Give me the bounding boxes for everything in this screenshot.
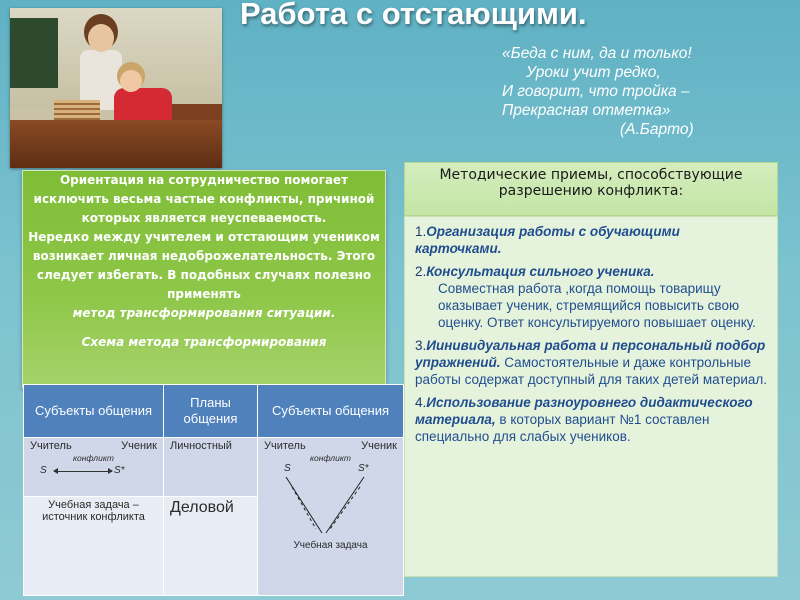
student-label: Ученик — [121, 440, 157, 452]
teacher-label: Учитель — [264, 440, 306, 452]
conflict-label: конфликт — [72, 453, 115, 463]
poem-line: Уроки учит редко, — [526, 64, 661, 81]
header-subjects: Субъекты общения — [24, 385, 164, 438]
cell-business-plan: Деловой — [164, 497, 258, 596]
cell-personal-conflict — [24, 438, 164, 497]
conflict-text-box — [22, 170, 386, 388]
learning-task-label: Учебная задача — [293, 540, 368, 551]
methods-header: Методические приемы, способствующие разрешению конфликта: — [404, 162, 778, 216]
classroom-photo — [10, 8, 222, 168]
list-item: 2.Консультация сильного ученика. Совместная работа ,когда помощь товарищу оказывает ученик, стремящийся повысить свою оценку. Ответ консультируемого повышает оценку. — [415, 264, 756, 330]
conflict-label: конфликт — [309, 453, 352, 463]
paragraph-hostility: Нередко между учителем и отстающим учеником возникает личная недоброжелательность. Этого следует избегать. В подобных случаях полезно применять — [28, 230, 380, 301]
cell-business-scheme — [258, 438, 404, 596]
list-item: 4.Использование разноуровнего дидактического материала, в которых вариант №1 составлен специально для слабых учеников. — [415, 395, 753, 444]
slide-title: Работа с отстающими. — [240, 0, 587, 31]
list-item: 3.Иинивидуальная работа и персональный подбор упражнений. Самостоятельные и даже контрольные работы содержат доступный для таких детей материал. — [415, 338, 768, 387]
s-star-label: S* — [114, 465, 125, 476]
poem-quote — [502, 44, 792, 139]
poem-author: (А.Барто) — [620, 121, 694, 138]
scheme-caption: Схема метода трансформирования — [81, 335, 327, 349]
teacher-label: Учитель — [30, 440, 72, 452]
poem-line: «Беда с ним, да и только! — [502, 45, 692, 62]
header-subjects-2: Субъекты общения — [258, 385, 404, 438]
methods-list — [404, 216, 778, 577]
header-plans: Планы общения — [164, 385, 258, 438]
paragraph-method: метод трансформирования ситуации. — [72, 306, 336, 320]
poem-line: И говорит, что тройка – — [502, 83, 690, 100]
v-diagram — [264, 463, 397, 553]
student-label: Ученик — [361, 440, 397, 452]
poem-line: Прекрасная отметка» — [502, 102, 671, 119]
list-item: 1.Организация работы с обучающими карточками. — [415, 224, 680, 256]
conflict-arrow — [30, 465, 157, 479]
transformation-scheme-table — [23, 384, 404, 596]
cell-task-source: Учебная задача – источник конфликта — [24, 497, 164, 596]
s-label: S — [284, 463, 291, 474]
s-star-label: S* — [358, 463, 369, 474]
double-arrow-icon — [54, 471, 112, 472]
s-label: S — [40, 465, 47, 476]
cell-personal-plan: Личностный — [164, 438, 258, 497]
paragraph-cooperation: Ориентация на сотрудничество помогает исключить весьма частые конфликты, причиной которых является неуспеваемость. — [33, 173, 375, 225]
